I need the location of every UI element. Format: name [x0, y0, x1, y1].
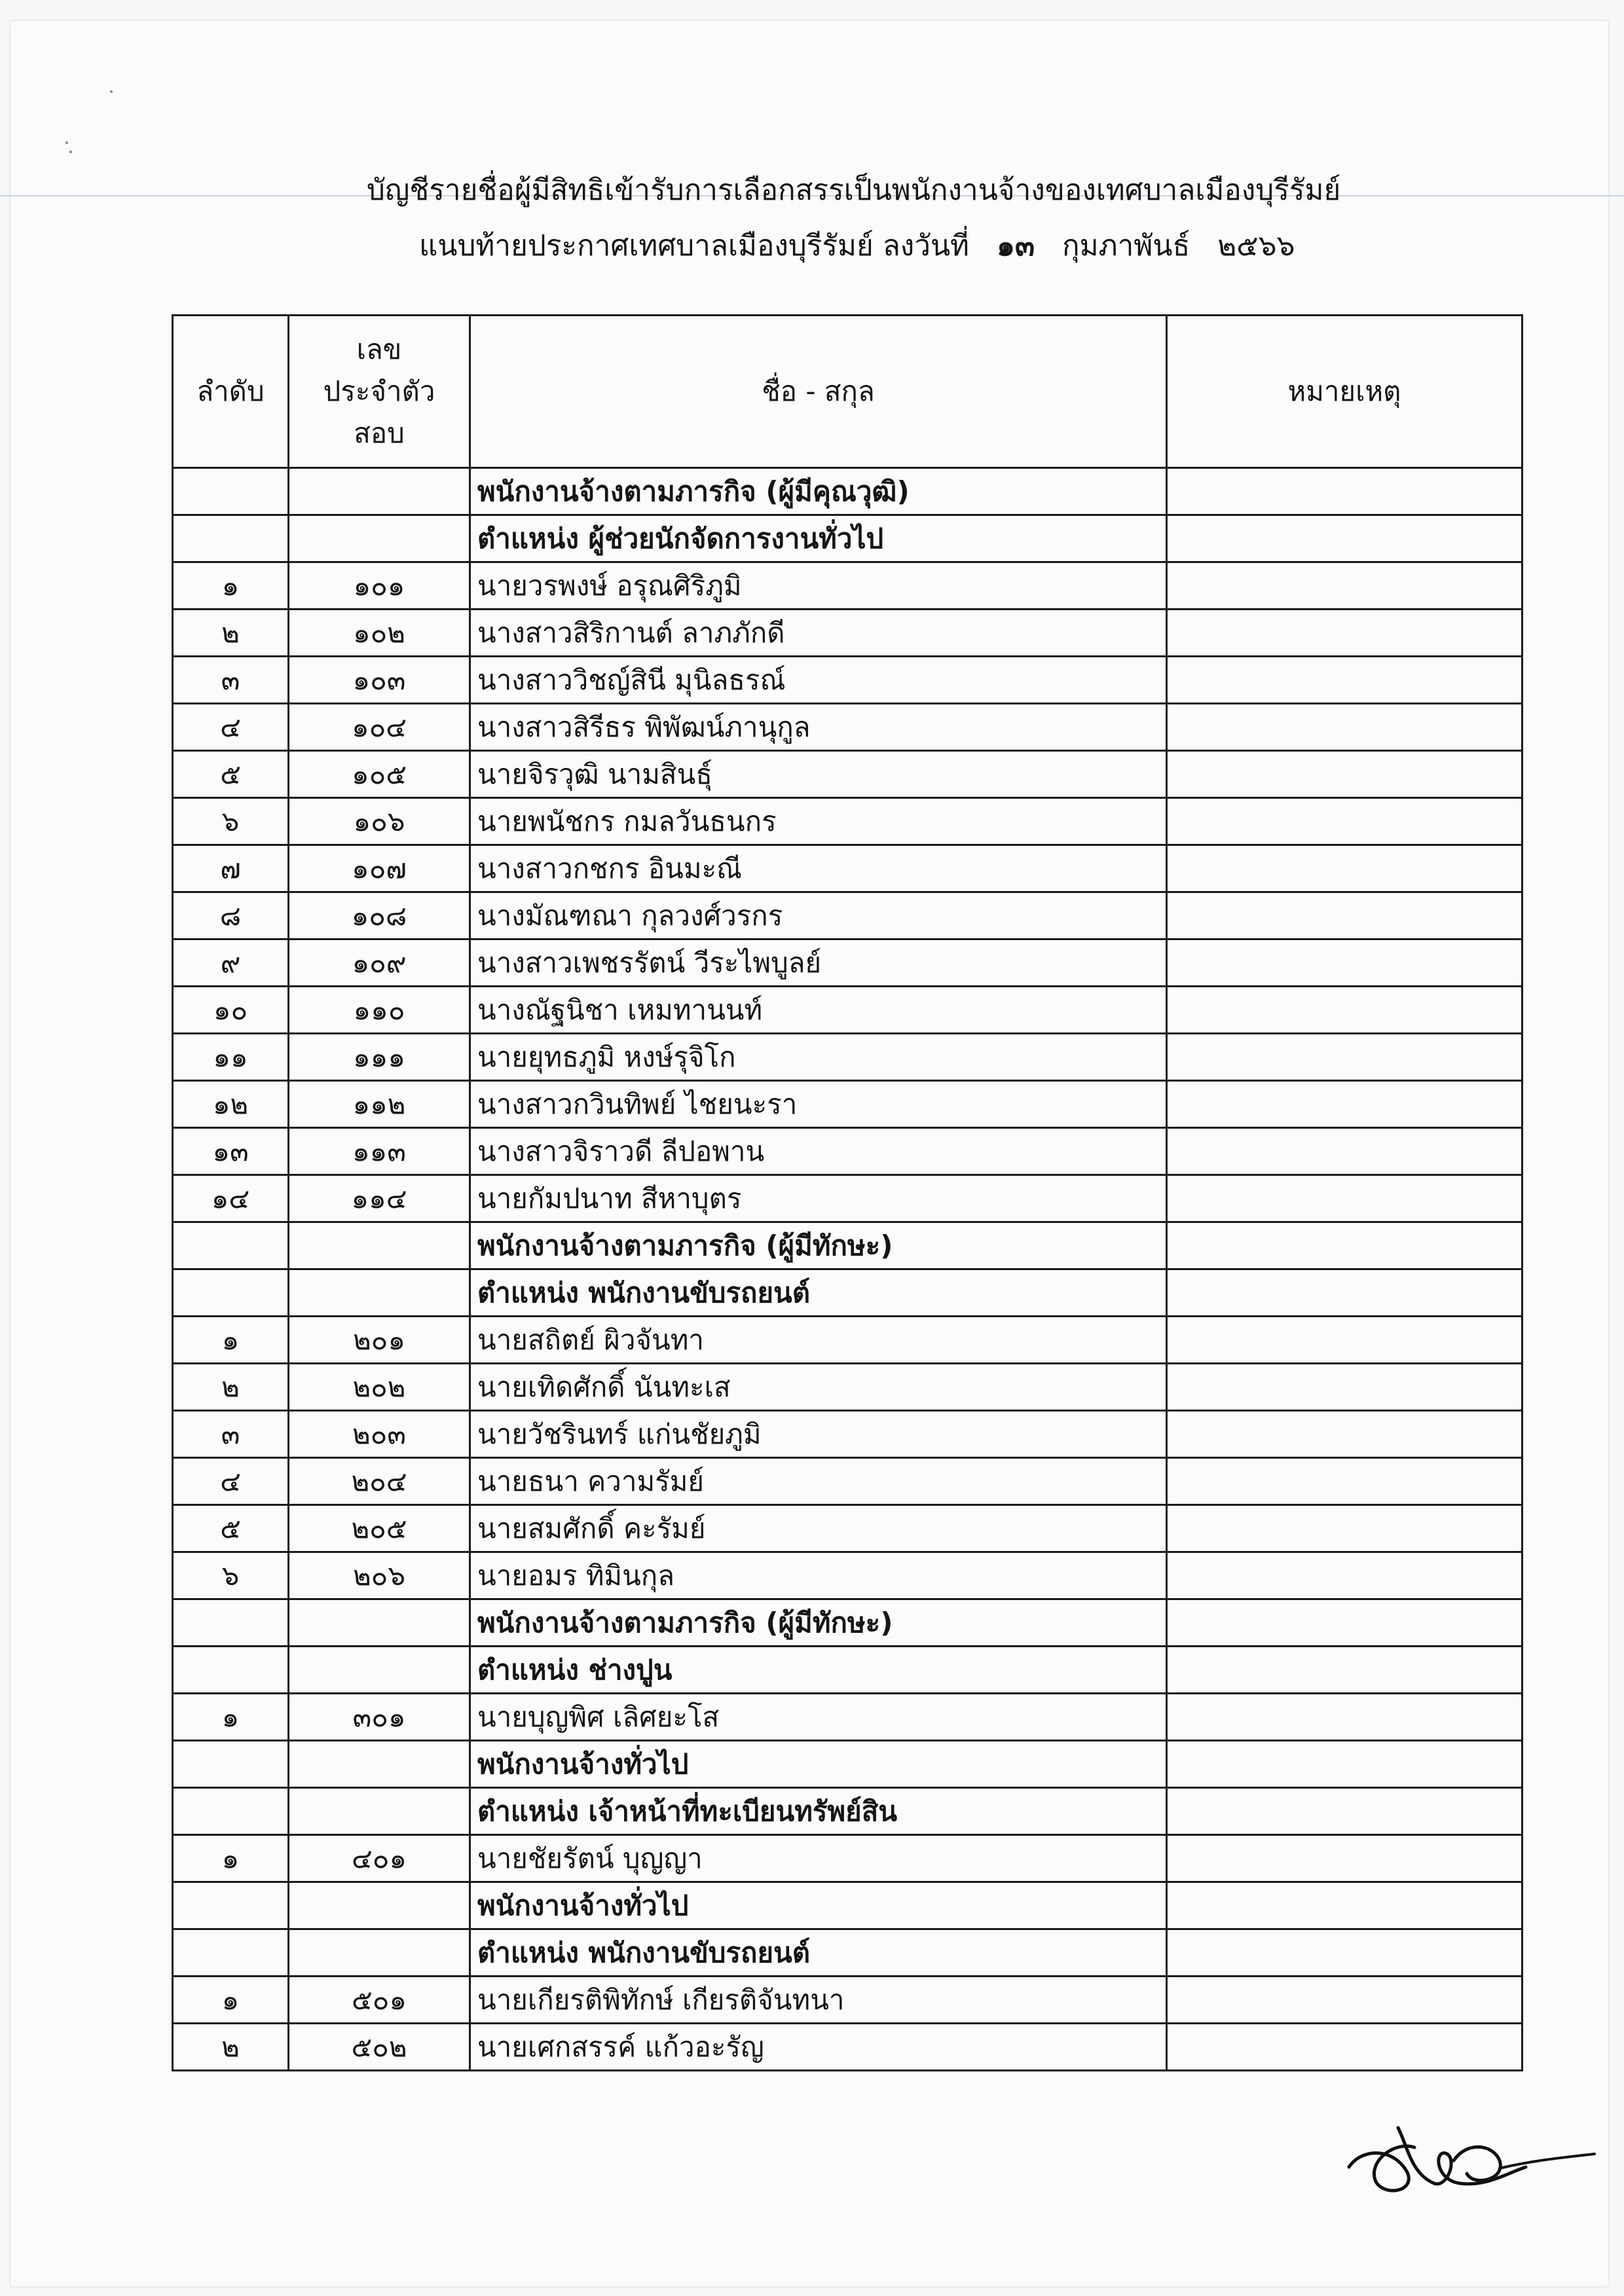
section-row — [173, 1788, 1522, 1835]
cell-order — [173, 468, 289, 515]
table-row — [173, 1505, 1522, 1552]
cell-exam-id: ๕๐๑ — [289, 1977, 470, 2024]
cell-order — [173, 1269, 289, 1317]
cell-name: นางมัณฑณา กุลวงศ์วรกร — [470, 892, 1167, 939]
cell-order: ๒ — [173, 2024, 289, 2071]
cell-exam-id: ๑๑๒ — [289, 1081, 470, 1128]
cell-exam-id — [289, 1741, 470, 1788]
cell-name: นางสาววิชญ์สินี มุนิลธรณ์ — [470, 657, 1167, 704]
section-row — [173, 1269, 1522, 1317]
cell-order: ๕ — [173, 1505, 289, 1552]
cell-order — [173, 1929, 289, 1977]
table-row — [173, 892, 1522, 939]
cell-exam-id: ๒๐๕ — [289, 1505, 470, 1552]
table-row — [173, 1175, 1522, 1222]
cell-remark — [1167, 1317, 1522, 1364]
cell-exam-id: ๑๑๓ — [289, 1128, 470, 1175]
table-row — [173, 987, 1522, 1034]
cell-exam-id — [289, 1929, 470, 1977]
cell-name: นายเศกสรรค์ แก้วอะรัญ — [470, 2024, 1167, 2071]
cell-remark — [1167, 892, 1522, 939]
cell-exam-id — [289, 1599, 470, 1647]
table-row — [173, 562, 1522, 610]
cell-remark — [1167, 1929, 1522, 1977]
table-row — [173, 1034, 1522, 1081]
cell-order — [173, 515, 289, 562]
cell-order: ๑ — [173, 1317, 289, 1364]
cell-exam-id — [289, 1788, 470, 1835]
table-row — [173, 657, 1522, 704]
cell-name: นางสาวกชกร อินมะณี — [470, 845, 1167, 892]
subtitle-day: ๑๓ — [997, 229, 1035, 263]
cell-exam-id: ๑๐๔ — [289, 704, 470, 751]
table-row — [173, 1081, 1522, 1128]
cell-exam-id — [289, 1222, 470, 1269]
scan-speck — [69, 151, 72, 153]
cell-remark — [1167, 1882, 1522, 1929]
cell-remark — [1167, 987, 1522, 1034]
subtitle-year: ๒๕๖๖ — [1217, 229, 1295, 263]
cell-exam-id: ๒๐๓ — [289, 1411, 470, 1458]
section-row — [173, 1741, 1522, 1788]
cell-order — [173, 1741, 289, 1788]
cell-remark — [1167, 1741, 1522, 1788]
cell-exam-id: ๑๐๘ — [289, 892, 470, 939]
cell-remark — [1167, 1505, 1522, 1552]
cell-name: นายสมศักดิ์ คะรัมย์ — [470, 1505, 1167, 1552]
section-row — [173, 1599, 1522, 1647]
cell-remark — [1167, 1175, 1522, 1222]
header-exam-id — [289, 316, 470, 468]
cell-name: นายวรพงษ์ อรุณศิริภูมิ — [470, 562, 1167, 610]
cell-name: นางสาวสิริกานต์ ลาภภักดี — [470, 610, 1167, 657]
cell-name: ตำแหน่ง ช่างปูน — [470, 1647, 1167, 1694]
cell-name: นายอมร ทิมินกุล — [470, 1552, 1167, 1599]
cell-name: นางสาวเพชรรัตน์ วีระไพบูลย์ — [470, 939, 1167, 987]
cell-exam-id: ๑๑๔ — [289, 1175, 470, 1222]
table-row — [173, 1977, 1522, 2024]
cell-remark — [1167, 704, 1522, 751]
cell-order: ๔ — [173, 1458, 289, 1505]
candidates-table — [172, 314, 1523, 2071]
cell-order: ๙ — [173, 939, 289, 987]
cell-remark — [1167, 1128, 1522, 1175]
cell-remark — [1167, 1694, 1522, 1741]
cell-order: ๑ — [173, 562, 289, 610]
cell-remark — [1167, 798, 1522, 845]
header-name: ชื่อ - สกุล — [470, 316, 1167, 468]
table-row — [173, 1458, 1522, 1505]
cell-order: ๑๓ — [173, 1128, 289, 1175]
cell-name: พนักงานจ้างทั่วไป — [470, 1741, 1167, 1788]
cell-remark — [1167, 1081, 1522, 1128]
cell-remark — [1167, 610, 1522, 657]
section-row — [173, 1222, 1522, 1269]
cell-exam-id: ๒๐๔ — [289, 1458, 470, 1505]
cell-remark — [1167, 1788, 1522, 1835]
cell-exam-id: ๔๐๑ — [289, 1835, 470, 1882]
cell-remark — [1167, 562, 1522, 610]
section-row — [173, 515, 1522, 562]
cell-order — [173, 1647, 289, 1694]
cell-order: ๕ — [173, 751, 289, 798]
cell-order: ๑ — [173, 1977, 289, 2024]
cell-order: ๖ — [173, 798, 289, 845]
cell-name: พนักงานจ้างตามภารกิจ (ผู้มีคุณวุฒิ) — [470, 468, 1167, 515]
table-row — [173, 2024, 1522, 2071]
cell-remark — [1167, 1411, 1522, 1458]
table-row — [173, 610, 1522, 657]
document-subtitle — [419, 223, 1295, 268]
cell-exam-id: ๒๐๖ — [289, 1552, 470, 1599]
cell-exam-id: ๑๐๖ — [289, 798, 470, 845]
header-remark: หมายเหตุ — [1167, 316, 1522, 468]
scan-speck — [110, 90, 113, 93]
cell-order: ๖ — [173, 1552, 289, 1599]
cell-exam-id: ๑๑๑ — [289, 1034, 470, 1081]
table-header-row — [173, 316, 1522, 468]
cell-order: ๑ — [173, 1694, 289, 1741]
cell-name: นายจิรวุฒิ นามสินธุ์ — [470, 751, 1167, 798]
table-row — [173, 1835, 1522, 1882]
cell-name: นางณัฐนิชา เหมทานนท์ — [470, 987, 1167, 1034]
cell-name: นายเกียรติพิทักษ์ เกียรติจันทนา — [470, 1977, 1167, 2024]
cell-order: ๓ — [173, 657, 289, 704]
cell-remark — [1167, 1647, 1522, 1694]
cell-name: นายสถิตย์ ผิวจันทา — [470, 1317, 1167, 1364]
cell-order — [173, 1222, 289, 1269]
cell-remark — [1167, 657, 1522, 704]
cell-name: นายเทิดศักดิ์ นันทะเส — [470, 1364, 1167, 1411]
cell-exam-id: ๑๐๗ — [289, 845, 470, 892]
cell-exam-id: ๒๐๒ — [289, 1364, 470, 1411]
cell-remark — [1167, 1222, 1522, 1269]
cell-order: ๑๒ — [173, 1081, 289, 1128]
cell-remark — [1167, 1835, 1522, 1882]
cell-exam-id: ๑๐๙ — [289, 939, 470, 987]
cell-exam-id — [289, 1882, 470, 1929]
cell-name: ตำแหน่ง พนักงานขับรถยนต์ — [470, 1929, 1167, 1977]
cell-remark — [1167, 1364, 1522, 1411]
table-row — [173, 939, 1522, 987]
scan-speck — [65, 141, 68, 144]
cell-remark — [1167, 1034, 1522, 1081]
cell-remark — [1167, 845, 1522, 892]
table-row — [173, 751, 1522, 798]
section-row — [173, 1647, 1522, 1694]
cell-name: พนักงานจ้างตามภารกิจ (ผู้มีทักษะ) — [470, 1599, 1167, 1647]
header-order: ลำดับ — [173, 316, 289, 468]
section-row — [173, 468, 1522, 515]
table-row — [173, 1317, 1522, 1364]
cell-name: นายกัมปนาท สีหาบุตร — [470, 1175, 1167, 1222]
cell-order: ๔ — [173, 704, 289, 751]
table-row — [173, 798, 1522, 845]
table-row — [173, 1694, 1522, 1741]
cell-order: ๒ — [173, 610, 289, 657]
header-exam-id-line2: ประจำตัว — [323, 375, 435, 407]
cell-name: ตำแหน่ง เจ้าหน้าที่ทะเบียนทรัพย์สิน — [470, 1788, 1167, 1835]
cell-exam-id: ๓๐๑ — [289, 1694, 470, 1741]
document-title: บัญชีรายชื่อผู้มีสิทธิเข้ารับการเลือกสรรเป็นพนักงานจ้างของเทศบาลเมืองบุรีรัมย์ — [367, 173, 1341, 207]
cell-name: พนักงานจ้างทั่วไป — [470, 1882, 1167, 1929]
cell-remark — [1167, 1552, 1522, 1599]
section-row — [173, 1882, 1522, 1929]
cell-name: นายบุญพิศ เลิศยะโส — [470, 1694, 1167, 1741]
subtitle-prefix: แนบท้ายประกาศเทศบาลเมืองบุรีรัมย์ ลงวันที่ — [419, 229, 970, 263]
cell-name: นายวัชรินทร์ แก่นชัยภูมิ — [470, 1411, 1167, 1458]
signature — [1336, 2121, 1598, 2206]
cell-remark — [1167, 1599, 1522, 1647]
cell-name: นางสาวจิราวดี ลีปอพาน — [470, 1128, 1167, 1175]
cell-exam-id: ๑๑๐ — [289, 987, 470, 1034]
cell-exam-id — [289, 1647, 470, 1694]
section-row — [173, 1929, 1522, 1977]
cell-exam-id: ๕๐๒ — [289, 2024, 470, 2071]
cell-order: ๓ — [173, 1411, 289, 1458]
cell-name: นางสาวสิรีธร พิพัฒน์ภานุกูล — [470, 704, 1167, 751]
cell-name: ตำแหน่ง พนักงานขับรถยนต์ — [470, 1269, 1167, 1317]
table-row — [173, 1128, 1522, 1175]
cell-exam-id — [289, 515, 470, 562]
table-row — [173, 845, 1522, 892]
subtitle-month: กุมภาพันธ์ — [1062, 229, 1190, 263]
cell-name: นายชัยรัตน์ บุญญา — [470, 1835, 1167, 1882]
cell-order — [173, 1882, 289, 1929]
cell-order: ๒ — [173, 1364, 289, 1411]
cell-order: ๑๐ — [173, 987, 289, 1034]
cell-remark — [1167, 515, 1522, 562]
cell-name: นางสาวกวินทิพย์ ไชยนะรา — [470, 1081, 1167, 1128]
cell-order: ๘ — [173, 892, 289, 939]
cell-exam-id: ๑๐๒ — [289, 610, 470, 657]
cell-remark — [1167, 2024, 1522, 2071]
cell-order: ๑๑ — [173, 1034, 289, 1081]
table-row — [173, 704, 1522, 751]
table-body — [173, 468, 1522, 2071]
cell-name: นายธนา ความรัมย์ — [470, 1458, 1167, 1505]
cell-order: ๗ — [173, 845, 289, 892]
cell-remark — [1167, 1458, 1522, 1505]
cell-remark — [1167, 939, 1522, 987]
cell-order — [173, 1599, 289, 1647]
cell-name: ตำแหน่ง ผู้ช่วยนักจัดการงานทั่วไป — [470, 515, 1167, 562]
cell-remark — [1167, 1977, 1522, 2024]
cell-order — [173, 1788, 289, 1835]
cell-order: ๑ — [173, 1835, 289, 1882]
header-exam-id-line1: เลข — [356, 333, 402, 365]
table-row — [173, 1552, 1522, 1599]
cell-exam-id: ๒๐๑ — [289, 1317, 470, 1364]
cell-name: นายยุทธภูมิ หงษ์รุจิโก — [470, 1034, 1167, 1081]
cell-exam-id — [289, 1269, 470, 1317]
cell-exam-id: ๑๐๓ — [289, 657, 470, 704]
cell-exam-id — [289, 468, 470, 515]
table-row — [173, 1411, 1522, 1458]
cell-remark — [1167, 1269, 1522, 1317]
cell-remark — [1167, 751, 1522, 798]
cell-name: นายพนัชกร กมลวันธนกร — [470, 798, 1167, 845]
cell-exam-id: ๑๐๑ — [289, 562, 470, 610]
header-exam-id-line3: สอบ — [354, 417, 405, 449]
cell-order: ๑๔ — [173, 1175, 289, 1222]
cell-name: พนักงานจ้างตามภารกิจ (ผู้มีทักษะ) — [470, 1222, 1167, 1269]
cell-exam-id: ๑๐๕ — [289, 751, 470, 798]
cell-remark — [1167, 468, 1522, 515]
table-row — [173, 1364, 1522, 1411]
